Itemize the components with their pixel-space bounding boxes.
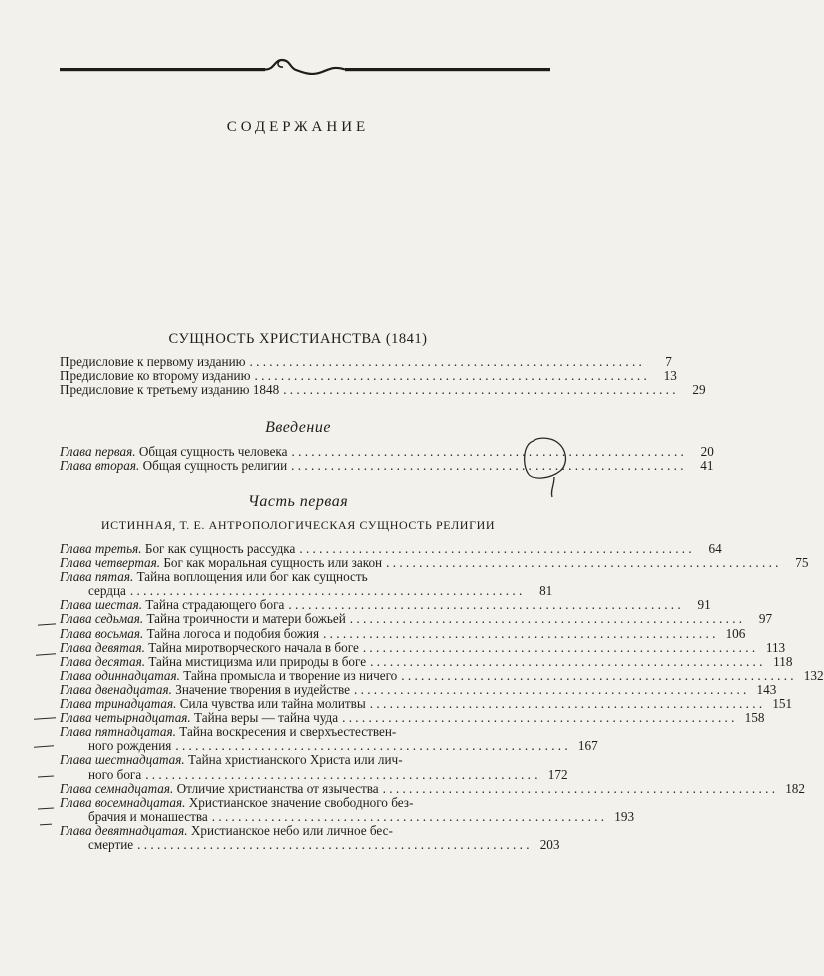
ornamental-rule	[60, 56, 550, 86]
part-subtitle: ИСТИННАЯ, Т. Е. АНТРОПОЛОГИЧЕСКАЯ СУЩНОСТЬ РЕЛИГИИ	[100, 518, 496, 532]
list-item[interactable]: Глава одиннадцатая. Тайна промысла и творение из ничего . . . 132	[60, 669, 552, 683]
list-item[interactable]: Глава семнадцатая. Отличие христианства от язычества . . . 182	[60, 782, 552, 796]
list-item[interactable]: Глава десятая. Тайна мистицизма или природы в боге . . . 118	[60, 655, 552, 669]
list-item[interactable]: Глава шестая. Тайна страдающего бога . . . 91	[60, 598, 552, 612]
list-item[interactable]: Предисловие к третьему изданию 1848 . . . 29	[60, 383, 552, 397]
part-one-list	[60, 541, 824, 852]
page-title: СОДЕРЖАНИЕ	[226, 119, 370, 135]
list-item[interactable]: Глава третья. Бог как сущность рассудка . . . 64	[60, 542, 552, 556]
list-item[interactable]: Глава четырнадцатая. Тайна веры — тайна чуда . . . 158	[60, 711, 552, 725]
prefaces-list	[60, 354, 706, 398]
pencil-margin-mark	[40, 824, 52, 826]
list-item[interactable]: Предисловие к первому изданию . . . 7	[60, 355, 552, 369]
pencil-margin-mark	[34, 717, 56, 720]
pencil-margin-mark	[36, 653, 56, 656]
list-item[interactable]: Глава тринадцатая. Сила чувства или тайна молитвы . . . 151	[60, 697, 552, 711]
pencil-margin-mark	[38, 807, 54, 809]
list-item[interactable]: Глава девятнадцатая. Христианское небо или личное бес- смертие . . . 203	[60, 824, 552, 852]
list-item[interactable]: Глава пятнадцатая. Тайна воскресения и сверхъестествен- ного рождения . . . 167	[60, 725, 552, 753]
intro-heading: Введение	[265, 419, 331, 436]
part-heading: Часть первая	[247, 493, 349, 510]
list-item[interactable]: Предисловие ко второму изданию . . . 13	[60, 369, 552, 383]
list-item[interactable]: Глава седьмая. Тайна троичности и матери божьей . . . 97	[60, 612, 552, 626]
list-item[interactable]: Глава вторая. Общая сущность религии . . . 41	[60, 459, 552, 473]
intro-list	[60, 444, 714, 474]
list-item[interactable]: Глава шестнадцатая. Тайна христианского Христа или лич- ного бога . . . 172	[60, 753, 552, 781]
list-item[interactable]: Глава первая. Общая сущность человека . . . 20	[60, 445, 552, 459]
list-item[interactable]: Глава восьмая. Тайна логоса и подобия божия . . . 106	[60, 627, 552, 641]
book-title: СУЩНОСТЬ ХРИСТИАНСТВА (1841)	[168, 331, 428, 347]
list-item[interactable]: Глава восемнадцатая. Христианское значение свободного без- брачия и монашества . . . 193	[60, 796, 552, 824]
list-item[interactable]: Глава четвертая. Бог как моральная сущность или закон . . . 75	[60, 556, 552, 570]
list-item[interactable]: Глава пятая. Тайна воплощения или бог как сущность сердца . . . 81	[60, 570, 552, 598]
pencil-margin-mark	[34, 745, 54, 748]
list-item[interactable]: Глава двенадцатая. Значение творения в иудействе . . . 143	[60, 683, 552, 697]
pencil-margin-mark	[38, 623, 56, 626]
list-item[interactable]: Глава девятая. Тайна миротворческого начала в боге . . . 113	[60, 641, 552, 655]
pencil-margin-mark	[38, 775, 54, 777]
